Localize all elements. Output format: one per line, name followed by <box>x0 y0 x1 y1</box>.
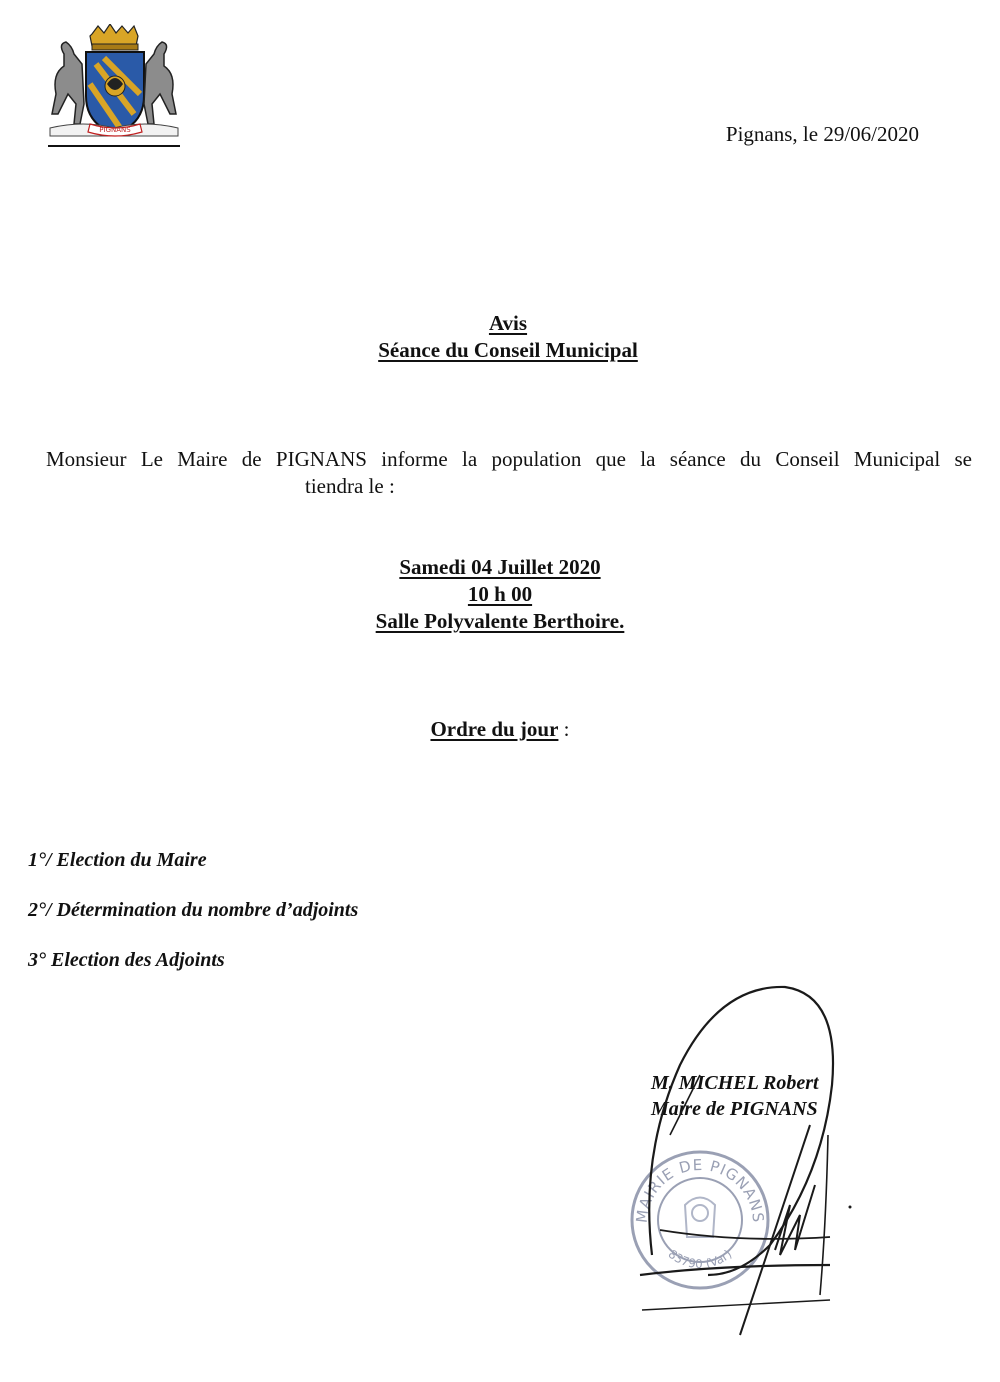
agenda-title <box>0 717 1000 742</box>
notice-subtitle <box>8 338 1000 363</box>
signatory-role: Maire de PIGNANS <box>651 1098 818 1120</box>
date-line: Pignans, le 29/06/2020 <box>725 122 919 146</box>
intro-line-2: tiendra le : <box>305 474 395 498</box>
meeting-day <box>0 555 1000 580</box>
agenda-title-text: Ordre du jour <box>430 717 559 741</box>
agenda-item: 1°/ Election du Maire <box>28 849 207 871</box>
notice-title <box>8 311 1000 336</box>
coat-of-arms-logo <box>44 24 184 150</box>
meeting-day-text: Samedi 04 Juillet 2020 <box>399 555 601 579</box>
meeting-time <box>0 582 1000 607</box>
signatory-name: M. MICHEL Robert <box>651 1072 819 1094</box>
meeting-time-text: 10 h 00 <box>467 582 533 606</box>
notice-subtitle-text: Séance du Conseil Municipal <box>378 338 638 362</box>
agenda-item: 3° Election des Adjoints <box>28 949 225 971</box>
svg-text:MAIRIE DE PIGNANS: MAIRIE DE PIGNANS <box>632 1155 768 1224</box>
svg-text:PIGNANS: PIGNANS <box>99 126 131 134</box>
agenda-title-colon: : <box>558 717 570 741</box>
handwritten-signature <box>600 975 870 1345</box>
agenda-item: 2°/ Détermination du nombre d’adjoints <box>28 899 359 921</box>
svg-text:83790 (Var): 83790 (Var) <box>665 1246 735 1272</box>
notice-title-text: Avis <box>488 311 528 335</box>
intro-line-1: Monsieur Le Maire de PIGNANS informe la population que la séance du Conseil Municipal se <box>46 447 972 471</box>
meeting-place <box>0 609 1000 634</box>
meeting-place-text: Salle Polyvalente Berthoire. <box>375 609 625 633</box>
